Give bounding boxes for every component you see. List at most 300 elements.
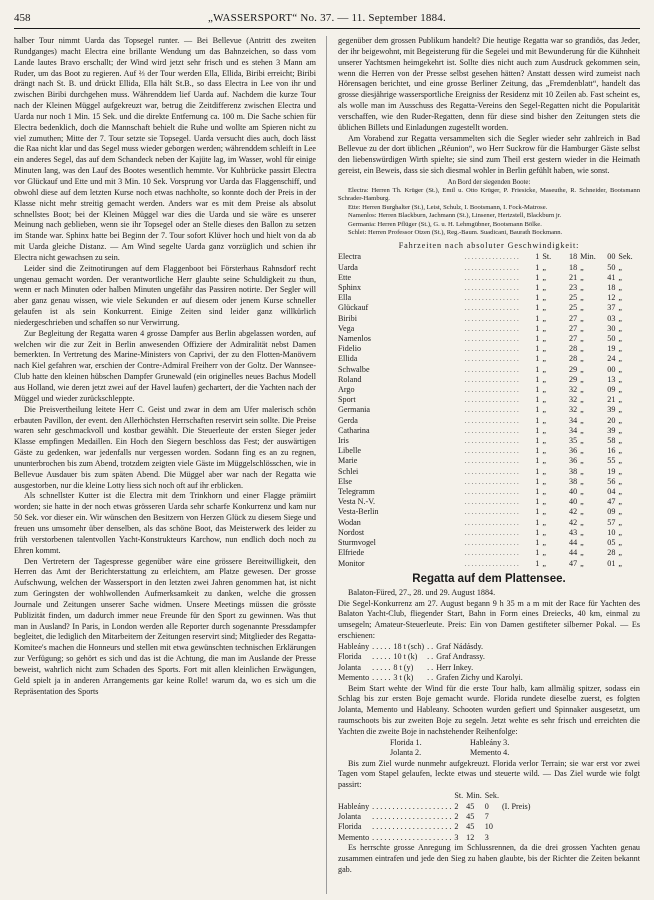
leader-dots: . . . . . . . . . . . . . . . . <box>464 365 519 374</box>
result-row <box>338 802 533 812</box>
hours: 1 <box>535 425 540 435</box>
minutes-unit: „ <box>580 538 584 548</box>
seconds: 19 <box>607 466 616 476</box>
hours-unit: „ <box>542 344 546 354</box>
minutes: 35 <box>569 436 578 446</box>
leader-dots: . . . . . . . . . . . . . . . . <box>464 467 519 476</box>
leader-dots: . . . . . . . . . . . . . . . . <box>464 447 519 456</box>
leader-dots: . . . . . . . . . . . . . . . . <box>464 559 519 568</box>
hours-unit: „ <box>542 334 546 344</box>
seconds-unit: „ <box>618 538 623 548</box>
leader-dots: . . . . . . . . . . . . . . . . <box>464 406 519 415</box>
boat-name: Telegramm <box>338 487 375 497</box>
hours-unit: „ <box>542 415 546 425</box>
entry-boat: Memento <box>338 673 370 683</box>
hours-unit: „ <box>542 283 546 293</box>
minutes-unit: „ <box>580 558 584 568</box>
paragraph: Es herrschte grosse Anregung im Schlussrennen, da die drei grossen Yachten genau zusammen eintrafen und jede den Sieg zu haben glaubte, bis der Richter die Zeiten bekannt gab. <box>338 843 640 874</box>
speed-row <box>338 334 640 344</box>
boat-name: Nordost <box>338 527 365 537</box>
seconds: 09 <box>607 507 616 517</box>
boat-name: Libelle <box>338 446 362 456</box>
speed-table <box>338 252 640 568</box>
paragraph: Den Vertretern der Tagespresse gegenüber wäre eine grössere Bereitwilligkeit, den Herren das Amt der Berichterstattung zu erleichtern, am Platze gewesen. Der grosse Aufschwung, welchen der Wassersport in den letzten zwei Jahren genommen hat, ist nicht zum Geringsten der wohlwollenden Aufmerksamkeit zu danken, welche die grossen Journale und Zeitungen unserer Sache widmen. Unsere Meetings müssen die grösste Publizität finden, um dadurch immer neue Freunde für den Sport zu gewinnen. Was thut man in Ausland? In Paris, in London werden alle Reporter durch sogenannte Pressdampfer begleitet, die lediglich den Mitarbeitern der Zeitungen reservirt sind; Mitglieder des Regatta-Komitee's machen die Honneurs und stellen mit etwa gewünschten technischen Erklärungen zur Verfügung; so gehört es sich und das ist die Achtung, die man im Auslande der Presse beweist, wahrlich nicht zum Schaden des Sports. Fort mit allen kleinlichen Erwägungen, Geld spielt ja in anderen Arrangements gar keine Rolle! warum da, wo es sich um die Repräsentation des Sports <box>14 556 316 696</box>
result-seconds: 0 <box>484 801 489 811</box>
seconds: 50 <box>607 262 616 272</box>
seconds-unit: „ <box>618 272 623 282</box>
speed-row <box>338 293 640 303</box>
hours-unit: „ <box>542 466 546 476</box>
hours: 1 <box>535 548 540 558</box>
seconds-unit: „ <box>618 323 623 333</box>
seconds-unit: „ <box>618 456 623 466</box>
speed-row <box>338 252 640 262</box>
hours-unit: „ <box>542 374 546 384</box>
speed-table-body <box>338 252 640 568</box>
leader-dots: . . . . . . . . . . . . . . . . <box>464 518 519 527</box>
hours-unit: „ <box>542 364 546 374</box>
placings-row <box>338 748 640 758</box>
hours-unit: „ <box>542 313 546 323</box>
seconds: 56 <box>607 476 616 486</box>
minutes-unit: „ <box>580 415 584 425</box>
minutes-unit: „ <box>580 507 584 517</box>
minutes: 21 <box>569 272 578 282</box>
masthead: „WASSERSPORT“ No. 37. — 11. September 1884. <box>208 12 446 24</box>
minutes: 25 <box>569 303 578 313</box>
minutes: 34 <box>569 415 578 425</box>
hours-unit: „ <box>542 558 546 568</box>
hours-unit: „ <box>542 436 546 446</box>
speed-row <box>338 263 640 273</box>
speed-row <box>338 548 640 558</box>
seconds: 41 <box>607 272 616 282</box>
speed-row <box>338 385 640 395</box>
speed-table-title: Fahrzeiten nach absoluter Geschwindigkeit: <box>398 241 580 251</box>
hours-unit: „ <box>542 385 546 395</box>
hours-unit: „ <box>542 262 546 272</box>
hours: 1 <box>535 283 540 293</box>
minutes-unit: „ <box>580 334 584 344</box>
hours: 1 <box>535 374 540 384</box>
entry-owner: Grafen Zichy und Karolyi. <box>436 673 523 683</box>
hours-unit: „ <box>542 487 546 497</box>
leader-dots: . . . . . . . . . . . . . . . . <box>464 549 519 558</box>
leader-dots: . . . . . . . . . . . . . . . . <box>464 396 519 405</box>
seconds-unit: „ <box>618 558 623 568</box>
boat-name: Schwalbe <box>338 364 370 374</box>
hours-unit: „ <box>542 527 546 537</box>
results-spacer <box>502 791 533 801</box>
placings-row <box>338 738 640 748</box>
results-table <box>338 791 533 843</box>
page-header <box>14 10 640 26</box>
speed-row <box>338 507 640 517</box>
hours-unit: „ <box>542 476 546 486</box>
boat-name: Germania <box>338 405 371 415</box>
minutes: 40 <box>569 487 578 497</box>
boat-name: Ella <box>338 293 352 303</box>
result-note <box>502 812 533 822</box>
boat-name: Argo <box>338 385 355 395</box>
seconds-unit: „ <box>618 313 623 323</box>
boat-name: Schlei <box>338 466 359 476</box>
leader-dots: . . . . . . . . . . . . . . . . <box>464 345 519 354</box>
minutes: 27 <box>569 334 578 344</box>
boat-name: Vega <box>338 323 355 333</box>
hours-unit: „ <box>542 517 546 527</box>
minutes-unit: „ <box>580 354 584 364</box>
crew-heading: An Bord der siegenden Boote: <box>447 178 531 186</box>
leader-dots: . . . . . . . . . . . . . . . . <box>464 426 519 435</box>
minutes: 27 <box>569 323 578 333</box>
crew-line: Ette: Herren Burghalter (St.), Leist, Schulz, I. Bootsmann, I. Fock-Matrose. <box>348 203 548 211</box>
seconds-unit: „ <box>618 405 623 415</box>
minutes: 34 <box>569 425 578 435</box>
minutes-unit: „ <box>580 262 584 272</box>
seconds-unit: „ <box>618 283 623 293</box>
placing: Florida 1. <box>390 737 422 747</box>
minutes-unit: „ <box>580 436 584 446</box>
leader-dots: . . . . . . . . . . . . . . . . <box>464 477 519 486</box>
seconds: 10 <box>607 527 616 537</box>
seconds: 39 <box>607 425 616 435</box>
hours-unit: „ <box>542 354 546 364</box>
result-dots: . . . . . . . . . . . . . . . . . . . . <box>372 822 452 832</box>
speed-row <box>338 303 640 313</box>
minutes-unit: „ <box>580 456 584 466</box>
hours-unit: „ <box>542 497 546 507</box>
hours: 1 <box>535 313 540 323</box>
seconds-unit: „ <box>618 344 623 354</box>
hours-unit: „ <box>542 538 546 548</box>
speed-row <box>338 487 640 497</box>
leader-dots: . . . . . . . . . . . . . . . . <box>464 263 519 272</box>
hours: 1 <box>535 252 540 262</box>
result-dots: . . . . . . . . . . . . . . . . . . . . <box>372 832 452 842</box>
paragraph: Die Preisvertheilung leitete Herr C. Geist und zwar in dem am Ufer malerisch schön erbauten Pavillon, der event. den Allerhöchsten Herrschaften reservirt sein sollte. Die Preise waren sehr geschmackvoll und kostbar gewählt. Die Steuerleute der ersten Sieger jeder Klasse empfingen Medaillen. Ein Hoch den Siegern beschloss das Fest; der auswärtigen Gäste zu gedenken, war jedenfalls nur vergessen worden. Sodann fing es an zu regnen, ununterbrochen bis zum Abend, trotzdem zeigten viele Gäste im Müggelschlösschen, wie in Bellevue Ausdauer bis zum späten Abend. Die Müggel aber war nach der Regatta wie ausgestorben, nur die kleine Lotty liess sich noch oft auf ihr erblicken. <box>14 404 316 490</box>
hours-unit: „ <box>542 507 546 517</box>
results-spacer <box>338 791 372 801</box>
leader-dots: . . . . . . . . . . . . . . . . <box>464 273 519 282</box>
hours-unit: „ <box>542 425 546 435</box>
entry-boat: Florida <box>338 652 362 662</box>
boat-name: Roland <box>338 374 362 384</box>
speed-row <box>338 314 640 324</box>
seconds: 30 <box>607 323 616 333</box>
leader-dots: . . . . . . . . . . . . . . . . <box>464 539 519 548</box>
placings <box>338 738 640 759</box>
minutes: 40 <box>569 497 578 507</box>
hours-unit: „ <box>542 293 546 303</box>
boat-name: Sturmvogel <box>338 538 376 548</box>
boat-name: Electra <box>338 252 362 262</box>
seconds-unit: „ <box>618 517 623 527</box>
minutes: 38 <box>569 476 578 486</box>
seconds-unit: „ <box>618 334 623 344</box>
minutes-unit: „ <box>580 466 584 476</box>
paragraph: Zur Begleitung der Regatta waren 4 grosse Dampfer aus Berlin abgelassen worden, auf welchen wir die zur Zeit in Berlin anwesenden Offiziere der Admiralität nebst Damen bemerkten. In Vertretung des Marine-Ministers von Caprivi, der zu den Flotten-Manövern nach Kiel gefahren war, erschien der Contre-Admiral Freiherr von der Goltz. Der Wannsee-Club hatte den kleinen hübschen Dampfer Grunewald (ein originelles neues Bachus Modell aus Holland, wie deren jetzt zwei auf der Havel laufen) gechartert, der die Yachten nach der Müggel und wieder zurückschleppte. <box>14 328 316 403</box>
hours: 1 <box>535 497 540 507</box>
entries-table <box>338 642 526 684</box>
right-column <box>338 36 640 894</box>
minutes-unit: „ <box>580 527 584 537</box>
section-title: Regatta auf dem Plattensee. <box>412 572 566 585</box>
minutes-unit: „ <box>580 344 584 354</box>
hours: 1 <box>535 476 540 486</box>
leader-dots: . . . . . . . . . . . . . . . . <box>464 253 519 262</box>
boat-name: Catharina <box>338 425 370 435</box>
minutes: 47 <box>569 558 578 568</box>
seconds: 19 <box>607 344 616 354</box>
seconds-unit: Sek. <box>618 252 633 262</box>
entry-boat: Hableány <box>338 641 370 651</box>
results-unit: Sek. <box>484 791 499 801</box>
hours-unit: St. <box>542 252 552 262</box>
minutes: 18 <box>569 262 578 272</box>
results-unit: St. <box>454 791 464 801</box>
boat-name: Monitor <box>338 558 365 568</box>
entry-dots: . . <box>427 673 434 683</box>
hours: 1 <box>535 385 540 395</box>
speed-row <box>338 436 640 446</box>
result-dots: . . . . . . . . . . . . . . . . . . . . <box>372 811 452 821</box>
paragraph: Die Segel-Konkurrenz am 27. August begann 9 h 35 m a m mit der Race für Yachten des Balaton Yacht-Club, fliegender Start, Bahn in Form eines Dreiecks, 40 km, einmal zu umsegeln; Amateur-Steuerleute. Preis: Ein von Damen gestifteter silberner Pokal. — Es erschienen: <box>338 598 640 641</box>
result-note: (I. Preis) <box>501 801 531 811</box>
results-header-row <box>338 791 533 801</box>
paragraph: gegenüber dem grossen Publikum handelt? Die heutige Regatta war so grandiös, das Jeder, der ihr beigewohnt, mit Begeisterung für die Segelei und mit Bewunderung für die Kühnheit unserer Yachtsmen heimgekehrt ist. Sollte dies nicht auch zum Ausdruck gekommen sein, wenn die Herren von der Presse selbst gesehen hätten? Anstatt dessen wird zumeist nach Hörensagen berichtet, und eine grosse Berliner Zeitung, das „Fremdenblatt“, handelt das grosse diesjährige wassersportliche Ereigniss der Residenz mit 10 Zeilen ab. Fast scheint es, als wolle man im Ausschuss des Regatta-Vereins den Segel-Regatten nicht die Popularität verschaffen, wie den Ruder-Regatten, denn für diese sind bisher den Zeitungen stets die üblichen Billets und Einladungen zugestellt worden. <box>338 36 640 132</box>
entry-dots: . . . . . <box>372 673 391 683</box>
seconds-unit: „ <box>618 487 623 497</box>
minutes-unit: „ <box>580 323 584 333</box>
boat-name: Namenlos <box>338 334 371 344</box>
paragraph: Leider sind die Zeitnotirungen auf dem Flaggenboot bei Försterhaus Rahnsdorf recht ungenau gemacht worden. Der verantwortliche Herr glaubte seine Schuldigkeit zu thun, wenn er nach Minuten oder halben Minuten ungefähr das Passiren notirte. Der Segler will aber ganz genau wissen, wie viele Sekunden er auf diesem oder jenem Kurse schneller gelaufen ist als sein Konkurrent. Einige Zeiten sind leider ganz willkürlich niedergeschrieben und schaffen so nur Verwirrung. <box>14 263 316 327</box>
speed-row <box>338 365 640 375</box>
result-minutes: 45 <box>466 801 475 811</box>
seconds: 57 <box>607 517 616 527</box>
seconds: 03 <box>607 313 616 323</box>
seconds-unit: „ <box>618 415 623 425</box>
hours: 1 <box>535 558 540 568</box>
speed-row <box>338 416 640 426</box>
entry-owner: Graf Nádásdy. <box>436 641 484 651</box>
hours: 1 <box>535 415 540 425</box>
speed-row <box>338 354 640 364</box>
seconds-unit: „ <box>618 374 623 384</box>
hours: 1 <box>535 344 540 354</box>
entry-dots: . . . . . <box>372 662 391 672</box>
hours: 1 <box>535 507 540 517</box>
boat-name: Sphinx <box>338 283 362 293</box>
minutes: 25 <box>569 293 578 303</box>
entry-dots: . . . . . <box>372 641 391 651</box>
minutes-unit: „ <box>580 283 584 293</box>
leader-dots: . . . . . . . . . . . . . . . . <box>464 498 519 507</box>
minutes-unit: „ <box>580 548 584 558</box>
seconds-unit: „ <box>618 527 623 537</box>
minutes: 36 <box>569 456 578 466</box>
entry-row <box>338 673 526 683</box>
leader-dots: . . . . . . . . . . . . . . . . <box>464 294 519 303</box>
leader-dots: . . . . . . . . . . . . . . . . <box>464 304 519 313</box>
entry-row <box>338 652 526 662</box>
seconds-unit: „ <box>618 425 623 435</box>
minutes-unit: „ <box>580 395 584 405</box>
boat-name: Vesta N.-V. <box>338 497 376 507</box>
minutes: 44 <box>569 538 578 548</box>
minutes: 43 <box>569 527 578 537</box>
minutes: 32 <box>569 385 578 395</box>
placing: Jolanta 2. <box>390 748 422 758</box>
placing: Memento 4. <box>470 748 510 758</box>
result-minutes: 45 <box>466 811 475 821</box>
page-number: 458 <box>14 12 31 24</box>
boat-name: Ellida <box>338 354 358 364</box>
leader-dots: . . . . . . . . . . . . . . . . <box>464 386 519 395</box>
hours: 1 <box>535 364 540 374</box>
minutes: 18 <box>569 252 578 262</box>
leader-dots: . . . . . . . . . . . . . . . . <box>464 437 519 446</box>
leader-dots: . . . . . . . . . . . . . . . . <box>464 488 519 497</box>
speed-row <box>338 344 640 354</box>
minutes: 28 <box>569 354 578 364</box>
result-minutes: 12 <box>466 832 475 842</box>
hours: 1 <box>535 538 540 548</box>
paragraph: Als schnellster Kutter ist die Electra mit dem Trinkhorn und einer Flagge prämiirt worden; sie hatte in der noch etwas grösseren Uarda sehr scharfe Konkurrenz und kam nur 50 Sek. vor dieser ein. Wir wünschen den Besitzern von Herzen Glück zu diesem Siege und freuen uns umsomehr über denselben, als das schöne Boot, das Meisterwerk des leider zu früh verstorbenen talentvollen Yacht-Konstrukteurs Karchow, nun endlich doch noch zu Ehren kommt. <box>14 491 316 555</box>
seconds: 39 <box>607 405 616 415</box>
hours: 1 <box>535 303 540 313</box>
seconds: 47 <box>607 497 616 507</box>
boat-name: Glückauf <box>338 303 369 313</box>
minutes-unit: „ <box>580 272 584 282</box>
speed-row <box>338 446 640 456</box>
hours-unit: „ <box>542 405 546 415</box>
minutes-unit: „ <box>580 497 584 507</box>
crew-line: Namenlos: Herren Blackburn, Jachmann (St.), Linsener, Hertzstell, Blackburn jr. <box>348 212 562 220</box>
result-minutes: 45 <box>466 822 475 832</box>
minutes: 42 <box>569 507 578 517</box>
crew-line: Germania: Herren Pflüger (St.), G. u. H. Lehmgübner, Bootsmann Bölke. <box>348 220 542 228</box>
seconds-unit: „ <box>618 548 623 558</box>
minutes-unit: „ <box>580 517 584 527</box>
seconds: 12 <box>607 293 616 303</box>
entry-size: 8 t (y) <box>393 662 414 672</box>
seconds: 09 <box>607 385 616 395</box>
speed-row <box>338 518 640 528</box>
speed-row <box>338 559 640 569</box>
leader-dots: . . . . . . . . . . . . . . . . <box>464 375 519 384</box>
leader-dots: . . . . . . . . . . . . . . . . <box>464 355 519 364</box>
paragraph: Bis zum Ziel wurde nunmehr aufgekreuzt. Florida verlor Terrain; sie war erst vor zwei Tagen vom Stapel gelaufen, leckte etwas und steuerte wild. — Das Ziel wurde wie folgt passirt: <box>338 758 640 790</box>
entry-dots: . . <box>427 662 434 672</box>
seconds: 05 <box>607 538 616 548</box>
result-hours: 2 <box>454 801 459 811</box>
boat-name: Ette <box>338 272 352 282</box>
seconds-unit: „ <box>618 466 623 476</box>
result-note <box>502 822 533 832</box>
hours: 1 <box>535 527 540 537</box>
minutes-unit: „ <box>580 476 584 486</box>
entry-owner: Graf Andrassy. <box>436 652 485 662</box>
entries-table-body <box>338 642 526 684</box>
seconds-unit: „ <box>618 303 623 313</box>
minutes-unit: „ <box>580 374 584 384</box>
seconds: 16 <box>607 446 616 456</box>
speed-row <box>338 426 640 436</box>
result-row <box>338 833 533 843</box>
hours: 1 <box>535 466 540 476</box>
result-boat: Jolanta <box>338 811 362 821</box>
result-note <box>502 833 533 843</box>
boat-name: Elfriede <box>338 548 365 558</box>
speed-row <box>338 283 640 293</box>
seconds-unit: „ <box>618 395 623 405</box>
seconds-unit: „ <box>618 293 623 303</box>
boat-name: Marie <box>338 456 358 466</box>
minutes-unit: „ <box>580 313 584 323</box>
results-unit: Min. <box>466 791 482 801</box>
header-rule <box>14 28 640 29</box>
result-seconds: 7 <box>484 811 489 821</box>
leader-dots: . . . . . . . . . . . . . . . . <box>464 284 519 293</box>
seconds-unit: „ <box>618 507 623 517</box>
leader-dots: . . . . . . . . . . . . . . . . <box>464 508 519 517</box>
entry-dots: . . . . . <box>372 652 391 662</box>
speed-row <box>338 497 640 507</box>
hours-unit: „ <box>542 395 546 405</box>
speed-row <box>338 456 640 466</box>
minutes: 29 <box>569 374 578 384</box>
minutes-unit: „ <box>580 385 584 395</box>
hours: 1 <box>535 487 540 497</box>
speed-row <box>338 324 640 334</box>
minutes-unit: „ <box>580 364 584 374</box>
seconds-unit: „ <box>618 262 623 272</box>
results-spacer <box>372 791 454 801</box>
speed-row <box>338 467 640 477</box>
minutes: 44 <box>569 548 578 558</box>
hours: 1 <box>535 354 540 364</box>
crew-line: Schlei: Herren Professor Otzen (St.), Reg.-Baum. Suadicani, Baurath Bockmann. <box>348 229 563 236</box>
hours: 1 <box>535 517 540 527</box>
minutes: 32 <box>569 405 578 415</box>
entry-size: 18 t (sch) <box>393 641 425 651</box>
speed-row <box>338 405 640 415</box>
minutes-unit: „ <box>580 446 584 456</box>
seconds-unit: „ <box>618 364 623 374</box>
minutes-unit: „ <box>580 405 584 415</box>
dateline: Balaton-Füred, 27., 28. und 29. August 1884. <box>348 587 496 597</box>
placing: Hableány 3. <box>470 737 510 747</box>
result-boat: Memento <box>338 832 370 842</box>
hours: 1 <box>535 323 540 333</box>
minutes: 29 <box>569 364 578 374</box>
boat-name: Sport <box>338 395 356 405</box>
seconds: 55 <box>607 456 616 466</box>
result-seconds: 3 <box>484 832 489 842</box>
hours-unit: „ <box>542 303 546 313</box>
seconds-unit: „ <box>618 476 623 486</box>
seconds: 00 <box>607 364 616 374</box>
boat-name: Gerda <box>338 415 358 425</box>
leader-dots: . . . . . . . . . . . . . . . . <box>464 528 519 537</box>
hours: 1 <box>535 456 540 466</box>
minutes-unit: „ <box>580 293 584 303</box>
leader-dots: . . . . . . . . . . . . . . . . <box>464 416 519 425</box>
seconds: 24 <box>607 354 616 364</box>
minutes-unit: Min. <box>580 252 596 262</box>
seconds-unit: „ <box>618 385 623 395</box>
